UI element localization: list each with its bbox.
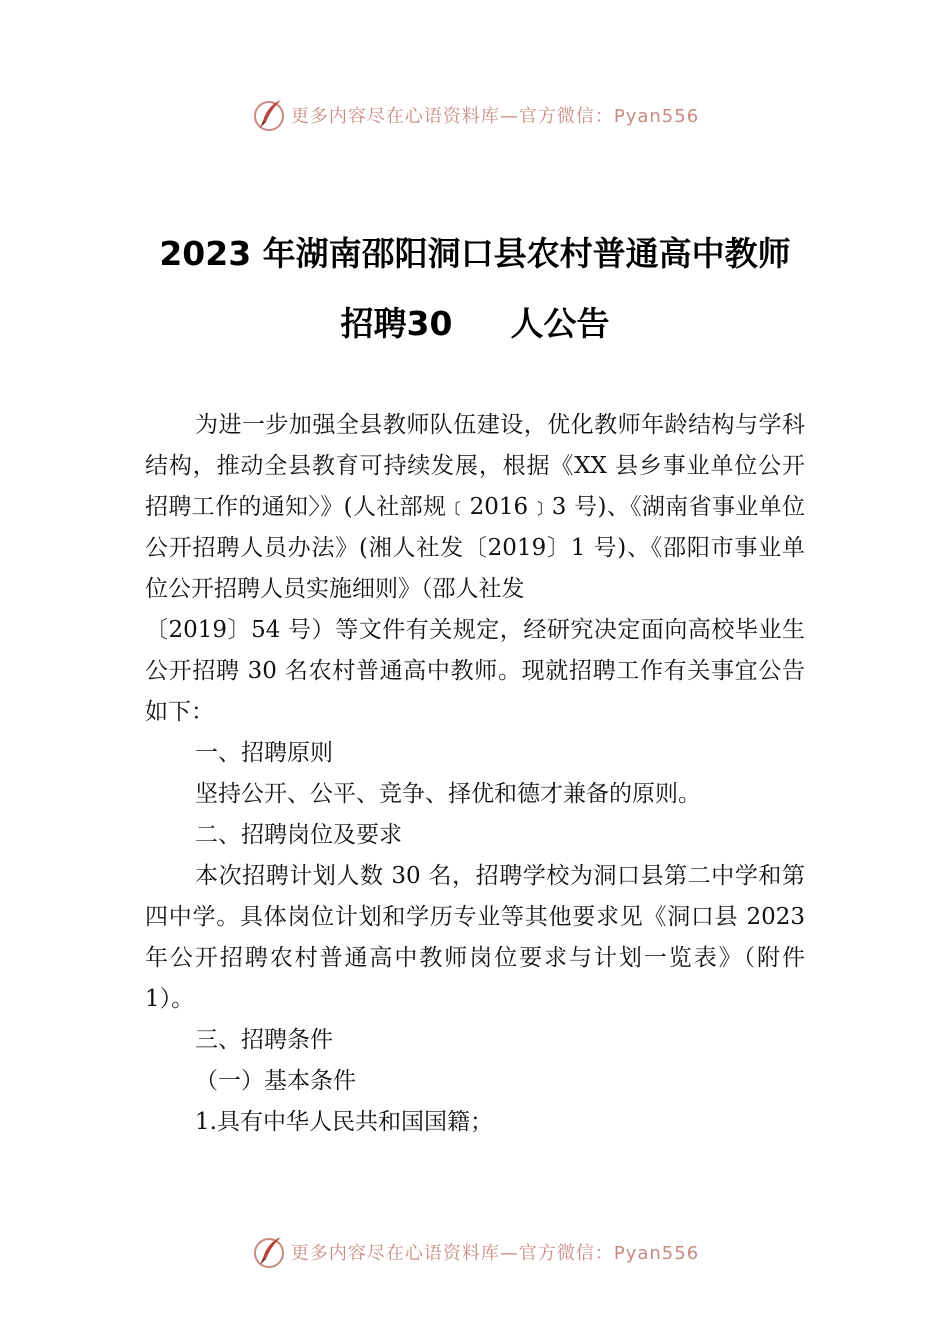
intro-paragraph-1: 为进一步加强全县教师队伍建设，优化教师年龄结构与学科结构，推动全县教育可持续发展，根据《XX 县乡事业单位公开招聘工作的通知〉》(人社部规﹝2016﹞3 号)、《湖南省事业单位公开招聘人员办法》(湘人社发〔2019〕1 号)、《邵阳市事业单位公开招聘人员实施细则》（邵人社发 <box>145 412 805 602</box>
quill-pen-icon <box>251 1234 287 1270</box>
section-1-text: 坚持公开、公平、竞争、择优和德才兼备的原则。 <box>195 781 701 807</box>
section-3-subheading: （一）基本条件 <box>195 1068 356 1094</box>
section-3-item-1: 1.具有中华人民共和国国籍； <box>195 1109 493 1135</box>
section-3-heading: 三、招聘条件 <box>195 1027 333 1053</box>
quill-pen-icon <box>251 97 287 133</box>
document-title-line2 <box>0 298 950 345</box>
section-1-heading: 一、招聘原则 <box>195 740 333 766</box>
section-2-heading: 二、招聘岗位及要求 <box>195 822 402 848</box>
document-title-line1: 2023 年湖南邵阳洞口县农村普通高中教师 <box>159 234 791 273</box>
title-line2-left: 招聘30 <box>340 304 453 343</box>
document-body <box>145 405 805 1143</box>
header-watermark <box>0 95 950 135</box>
title-line2-right: 人公告 <box>510 304 610 343</box>
intro-paragraph-2: 〔2019〕54 号）等文件有关规定，经研究决定面向高校毕业生公开招聘 30 名农村普通高中教师。现就招聘工作有关事宜公告如下： <box>145 617 805 725</box>
watermark-text: 更多内容尽在心语资料库—官方微信：Pyan556 <box>290 106 700 127</box>
section-2-text: 本次招聘计划人数 30 名，招聘学校为洞口县第二中学和第四中学。具体岗位计划和学历专业等其他要求见《洞口县 2023 年公开招聘农村普通高中教师岗位要求与计划一览表》（附件 1）。 <box>145 863 805 1012</box>
watermark-text: 更多内容尽在心语资料库—官方微信：Pyan556 <box>290 1243 700 1264</box>
footer-watermark <box>0 1232 950 1272</box>
